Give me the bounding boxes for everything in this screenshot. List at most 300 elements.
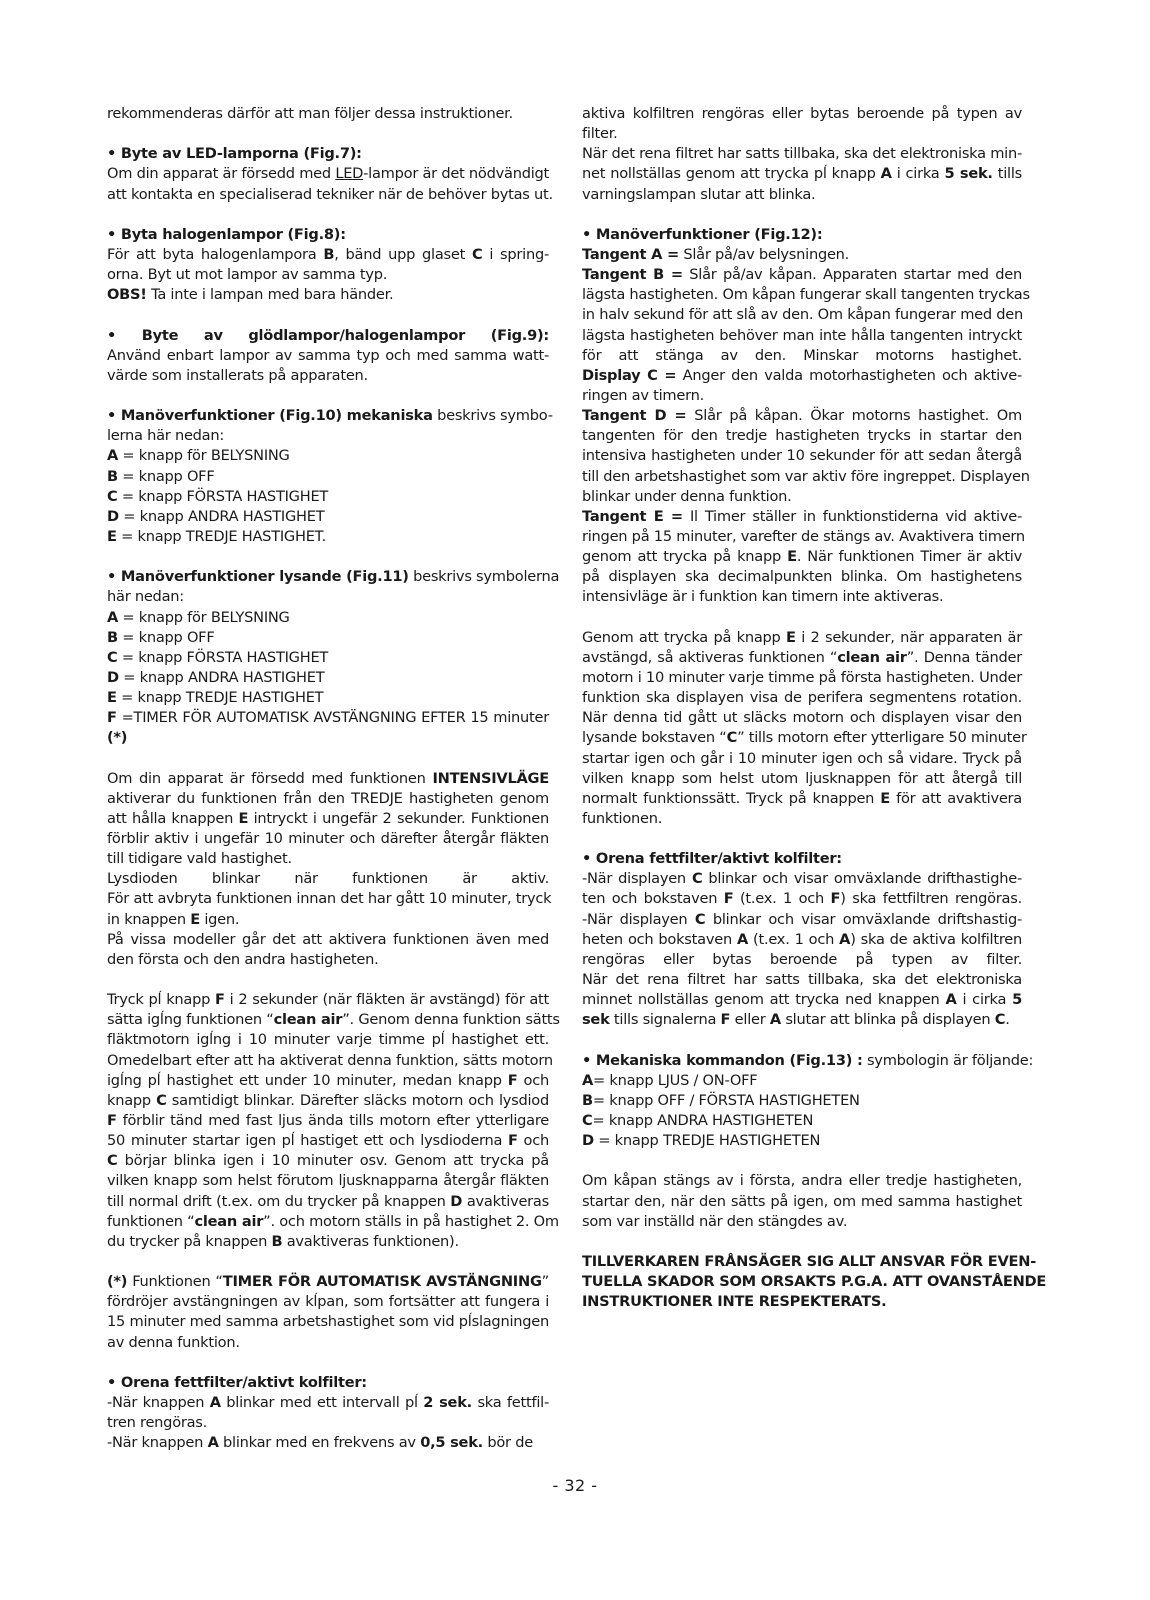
text-run: tren rengöras. [107,1414,208,1432]
bold-text: 5 [1012,991,1022,1009]
bold-text: E [107,527,117,545]
bold-text: A [769,1011,781,1029]
text-run: beskrivs symbo- [432,407,553,425]
paragraph-gap [107,205,549,225]
text-run: =TIMER FÖR AUTOMATISK AVSTÄNGNING EFTER 15 minuter [116,709,549,727]
text-run: 15 minuter med samma arbetshastighet som vid pĺslagningen [107,1313,549,1331]
bold-text: F [720,1011,731,1029]
text-line [107,1232,549,1252]
text-run: funktionen. [582,809,663,827]
text-line [582,809,1022,829]
bold-text: • Orena fettfilter/aktivt kolfilter: [582,850,842,868]
text-run: lysande bokstaven “ [582,729,727,747]
text-line [582,1010,1022,1030]
bold-text: clean air [837,648,907,666]
text-run: = knapp för BELYSNING [118,447,290,465]
text-run: minnet nollställas genom att trycka ned knappen [582,991,946,1009]
text-line [582,487,1022,507]
text-run: -När displayen [582,870,692,888]
text-line [582,749,1022,769]
text-line [107,366,549,386]
text-run: För att byta halogenlampora [107,245,324,263]
bold-text: F [830,890,841,908]
text-line [582,950,1022,970]
text-run: Om din apparat är försedd med [107,165,336,183]
text-run: ringen på 15 minuter, varefter de stängs av. Avaktivera timern [582,527,1025,545]
text-run: Anger den valda motorhastigheten och aktive- [676,366,1023,384]
text-run: rengöras eller bytas beroende på typen av filter. [582,950,1022,968]
text-line [107,1333,549,1353]
text-line [107,265,549,285]
text-run: till tidigare vald hastighet. [107,850,292,868]
text-line [107,728,549,748]
text-line [582,1171,1022,1191]
text-run: som var inställd när den stängdes av. [582,1212,848,1230]
text-line [582,1111,1022,1131]
text-run: = knapp OFF / FÖRSTA HASTIGHETEN [592,1091,860,1109]
text-run: eller [730,1011,770,1029]
text-line [107,467,549,487]
text-run: och [517,1132,550,1150]
bold-text: (*) [107,729,128,747]
text-line [582,426,1022,446]
bold-text: C [471,245,483,263]
bold-text: B [271,1232,283,1250]
text-line [582,728,1027,748]
text-run: = knapp LJUS / ON-OFF [593,1071,758,1089]
text-run: = knapp ANDRA HASTIGHET [118,668,325,686]
text-run: Om kåpan stängs av i första, andra eller tredje hastigheten, [582,1172,1022,1190]
text-line [582,225,1022,245]
text-line [107,648,549,668]
text-line [107,487,549,507]
paragraph-gap [107,1252,549,1272]
text-run: = knapp TREDJE HASTIGHET [116,689,324,707]
bold-text: A [209,1394,221,1411]
text-run: intensiva hastigheten under 10 sekunder för att sedan återgå [582,447,1022,465]
text-line [582,1051,1034,1071]
text-line [582,467,1030,487]
text-line [582,1272,1047,1292]
bold-text: E [190,910,200,928]
bold-text: • Byte av LED-lamporna (Fig.7): [107,145,362,163]
text-run: förblir aktiv i ungefär 10 minuter och därefter återgår fläkten [107,830,549,848]
text-run: igen. [199,910,240,928]
text-run: för att avaktivera [890,789,1022,807]
text-run: att kontakta en specialiserad tekniker när de behöver bytas ut. [107,185,553,203]
text-line [582,285,1030,305]
text-line [107,406,553,426]
text-line [107,930,549,950]
text-run: blinkar med ett intervall pĺ [220,1394,424,1411]
bold-text: E [786,628,796,646]
text-run: på displayen ska decimalpunkten blinka. Om hastighetens [582,568,1022,586]
text-run: blinkar och visar omväxlande driftshastig- [705,910,1022,928]
text-run: ska fettfil- [471,1394,549,1411]
text-line [582,930,1022,950]
text-line [582,124,1022,144]
text-run: i spring- [482,245,549,263]
paragraph-gap [107,124,549,144]
text-run: vilken knapp som helst utom ljusknappen för att återgå till [582,769,1022,787]
text-run: tills signalerna [609,1011,721,1029]
paragraph-gap [582,608,1022,628]
bold-text: A [736,930,749,948]
bold-text: D [582,1132,594,1150]
bold-text: F [107,709,117,727]
text-run: Slår på/av belysningen. [678,245,850,263]
text-line [107,1192,549,1212]
text-line [582,386,1022,406]
text-run: tills [992,165,1022,183]
text-line [107,1272,549,1292]
bold-text: C [582,1112,593,1130]
text-run: Funktionen “ [127,1273,223,1291]
text-line [582,265,1022,285]
paragraph-gap [107,386,549,406]
text-run: sätta igĺng funktionen “ [107,1011,274,1029]
text-run: LED [335,165,364,183]
text-line [107,1312,549,1332]
text-line [107,164,549,184]
text-run: . När funktionen Timer är aktiv [796,548,1022,566]
text-run: av denna funktion. [107,1333,240,1351]
text-line [582,406,1022,426]
bold-text: E [107,689,117,707]
text-line [107,910,549,930]
text-line [582,164,1022,184]
text-run: ”. och motorn ställs in på hastighet 2. Om [263,1212,559,1230]
text-run: i 2 sekunder, när apparaten är [795,628,1022,646]
text-line [107,527,549,547]
text-line [107,1171,549,1191]
bold-text: A [107,608,119,626]
bold-text: B [582,1091,593,1109]
text-run: = knapp TREDJE HASTIGHET. [116,527,326,545]
text-line [582,366,1022,386]
text-run: heten och bokstaven [582,930,737,948]
bold-text: • Manöverfunktioner (Fig.10) mekaniska [107,407,433,425]
text-run: . [1005,1011,1010,1029]
text-run: Il Timer ställer in funktionstiderna vid aktive- [682,507,1022,525]
text-run: blinkar under denna funktion. [582,487,792,505]
bold-text: A [880,165,892,183]
bold-text: • Manöverfunktioner (Fig.12): [582,225,823,243]
text-run: fläktmotorn igĺng i 10 minuter varje timme pĺ hastighet ett. [107,1031,549,1049]
bold-text: C [156,1091,167,1109]
text-run: du trycker på knappen [107,1232,272,1250]
paragraph-gap [582,829,1022,849]
text-line [107,950,549,970]
text-line [582,910,1022,930]
text-line [107,144,549,164]
text-line [582,507,1022,527]
text-line [107,1131,549,1151]
text-line [582,1091,1022,1111]
bold-text: A [207,1434,219,1452]
text-line [582,587,1022,607]
text-line [107,789,549,809]
bold-text: Tangent B = [582,266,683,284]
text-run: ” [541,1273,549,1291]
text-run: för att stänga av den. Minskar motorns hastighet. [582,346,1022,364]
text-run: börjar blinka igen i 10 minuter osv. Genom att trycka på [117,1152,549,1170]
text-line [582,567,1022,587]
text-run: Omedelbart efter att ha aktiverat denna funktion, sätts motorn [107,1051,553,1069]
text-line [582,245,1022,265]
text-line [107,1292,549,1312]
text-line [107,769,549,789]
text-run: Ta inte i lampan med bara händer. [146,286,394,304]
bold-text: C [726,729,738,747]
text-line [107,688,549,708]
text-run: avaktiveras [462,1192,549,1210]
bold-text: C [107,1152,118,1170]
text-line [107,225,549,245]
text-run: här nedan: [107,588,184,606]
bold-text: • Orena fettfilter/aktivt kolfilter: [107,1373,367,1391]
text-line [582,1071,1022,1091]
bold-text: E [880,789,890,807]
bold-text: TIMER FÖR AUTOMATISK AVSTÄNGNING [222,1273,542,1291]
text-run: = knapp FÖRSTA HASTIGHET [117,648,329,666]
text-run: = knapp ANDRA HASTIGHET [118,507,325,525]
text-run: funktion ska displayen visa de perifera segmentens rotation. [582,689,1022,707]
text-run: ”. Genom denna funktion sätts [342,1011,560,1029]
text-line [107,185,553,205]
text-line [582,185,1022,205]
text-run: igĺng pĺ hastighet ett under 10 minuter, medan knapp [107,1071,508,1089]
bold-text: D [107,507,119,525]
text-run: När denna tid gått ut släcks motorn och displayen visar den [582,709,1022,727]
text-line [582,1292,1022,1312]
bold-text: (*) [107,1273,128,1291]
bold-text: sek [582,1011,610,1029]
text-run: (t.ex. 1 och [748,930,840,948]
text-line [107,1212,559,1232]
text-run: = knapp för BELYSNING [118,608,290,626]
text-run: = knapp OFF [117,628,215,646]
bold-text: B [107,467,118,485]
bold-text: Tangent D = [582,407,687,425]
text-line [107,587,549,607]
text-line [582,1212,1022,1232]
bold-text: Display C = [582,366,677,384]
text-line [107,829,549,849]
text-run: Slår på/av kåpan. Apparaten startar med den [682,266,1022,284]
text-run: lerna här nedan: [107,427,225,445]
text-line [582,446,1022,466]
paragraph-gap [582,1232,1022,1252]
text-run: blinkar med en frekvens av [218,1434,421,1452]
text-line [107,346,549,366]
text-line [582,688,1022,708]
bold-text: C [694,910,706,928]
text-run: ”. Denna tänder [906,648,1023,666]
text-run: i cirka [891,165,945,183]
bold-text: 0,5 sek. [420,1434,483,1452]
text-run: För att avbryta funktionen innan det har gått 10 minuter, tryck [107,890,552,908]
paragraph-gap [107,547,549,567]
text-line [107,628,549,648]
bold-text: A [107,447,119,465]
text-run: = knapp FÖRSTA HASTIGHET [117,487,329,505]
text-run: avaktiveras funktionen). [282,1232,459,1250]
text-run: rekommenderas därför att man följer dessa instruktioner. [107,105,513,122]
text-run: orna. Byt ut mot lampor av samma typ. [107,266,388,284]
text-line [107,990,549,1010]
text-line [582,547,1022,567]
text-line [107,446,549,466]
text-line [582,1252,1037,1272]
text-run: Tryck pĺ knapp [107,991,216,1009]
text-run: ten och bokstaven [582,890,724,908]
text-run: motorn i 10 minuter varje timme på första hastigheten. Under [582,668,1022,686]
bold-text: B [107,628,118,646]
text-run: fördröjer avstängningen av kĺpan, som fortsätter att fungera i [107,1293,549,1311]
bold-text: D [107,668,119,686]
text-run: genom att trycka på knapp [582,548,788,566]
text-line [582,326,1022,346]
text-run: i 2 sekunder (när fläkten är avstängd) för att [224,991,549,1009]
page-number: - 32 - [552,1476,598,1495]
text-line [107,1413,549,1433]
text-run: förblir tänd med fast ljus ända tills motorn efter ytterligare [116,1112,549,1130]
text-line [107,426,549,446]
text-line [582,144,1022,164]
text-run: = knapp ANDRA HASTIGHETEN [592,1112,814,1130]
text-run: Om din apparat är försedd med funktionen [107,769,433,787]
bold-text: C [107,648,118,666]
text-run: , bänd upp glaset [334,245,472,263]
text-line [582,789,1022,809]
text-line [582,849,1022,869]
text-run: blinkar och visar omväxlande drifthastighe- [702,870,1022,888]
bold-text: C [994,1011,1006,1029]
text-run: i cirka [956,991,1013,1009]
text-run: net nollställas genom att trycka pĺ knapp [582,165,881,183]
text-run: varningslampan slutar att blinka. [582,185,816,203]
text-run: lägsta hastigheten behöver man inte hålla tangenten intryckt [582,326,1022,344]
text-run: in knappen [107,910,191,928]
text-run: in halv sekund för att slå av den. Om kåpan fungerar med den [582,306,1024,324]
text-line [582,889,1022,909]
text-line [582,1192,1022,1212]
bold-text: C [107,487,118,505]
text-line [582,648,1022,668]
bold-text: F [723,890,734,908]
text-run: = knapp TREDJE HASTIGHETEN [593,1132,821,1150]
text-run: intryckt i ungefär 2 sekunder. Funktionen [248,809,549,827]
text-run: intensivläge är i funktion kan timern inte aktiveras. [582,588,944,606]
text-line [107,285,549,305]
text-line [582,869,1022,889]
text-run: normalt funktionssätt. Tryck på knappen [582,789,881,807]
text-run: vilken knapp som helst förutom ljusknapparna återgår fläkten [107,1172,549,1190]
text-run: Lysdioden blinkar när funktionen är aktiv. [107,870,549,888]
text-run: När det rena filtret har satts tillbaka, ska det elektroniska [582,971,1022,989]
text-line [107,326,549,346]
text-line [582,769,1022,789]
text-line [107,869,549,889]
bold-text: TUELLA SKADOR SOM ORSAKTS P.G.A. ATT OVANSTÅENDE [582,1273,1047,1291]
text-run: beskrivs symbolerna [408,568,560,586]
bold-text: Tangent A = [582,245,679,263]
bold-text: C [691,870,703,888]
text-line [582,305,1022,325]
text-run: (t.ex. 1 och [733,890,831,908]
text-line [107,1433,549,1453]
text-line [107,708,549,728]
text-run: ringen av timern. [582,386,705,404]
text-run: till normal drift (t.ex. om du trycker på knappen [107,1192,451,1210]
text-line [107,889,552,909]
bold-text: 2 sek. [423,1394,472,1411]
text-run: -När displayen [582,910,695,928]
text-line [107,1030,549,1050]
text-run: Slår på kåpan. Ökar motorns hastighet. Om [686,407,1022,425]
text-run: ” tills motorn efter ytterligare 50 minuter [737,729,1027,747]
paragraph-gap [582,205,1022,225]
bold-text: Tangent E = [582,507,683,525]
text-line [582,527,1025,547]
bold-text: clean air [273,1011,343,1029]
bold-text: D [450,1192,463,1210]
text-run: startar den, när den sätts på igen, om med samma hastighet [582,1192,1022,1210]
text-line [582,1131,1022,1151]
paragraph-gap [107,305,549,325]
text-line [107,1010,560,1030]
text-line [107,567,560,587]
paragraph-gap [582,1151,1022,1171]
bold-text: INTENSIVLÄGE [432,769,549,787]
text-run: aktiverar du funktionen från den TREDJE hastigheten genom [107,789,549,807]
text-line [107,1111,549,1131]
text-line [582,970,1022,990]
text-run: Använd enbart lampor av samma typ och med samma watt- [107,346,549,364]
text-line [107,1071,549,1091]
bold-text: • Byta halogenlampor (Fig.8): [107,225,346,243]
text-line [107,1373,549,1393]
text-line [107,1051,553,1071]
text-run: När det rena filtret har satts tillbaka, ska det elektroniska min- [582,145,1022,163]
text-run: avstängd, så aktiveras funktionen “ [582,648,838,666]
text-run: = knapp OFF [117,467,215,485]
text-line [582,990,1022,1010]
text-run: slutar att blinka på displayen [780,1011,995,1029]
bold-text: • Mekaniska kommandon (Fig.13) : [582,1051,863,1069]
text-line [107,507,549,527]
bold-text: TILLVERKAREN FRÅNSÄGER SIG ALLT ANSVAR FÖR EVEN- [582,1253,1037,1271]
text-run: funktionen “ [107,1212,195,1230]
paragraph-gap [107,749,549,769]
bold-text: 5 sek. [944,165,993,183]
text-line [107,1393,549,1413]
text-line [107,1151,549,1171]
bold-text: F [508,1132,518,1150]
text-line [582,104,1022,124]
text-run: -När knappen [107,1434,208,1452]
bold-text: • Byte av glödlampor/halogenlampor (Fig.9): [107,326,549,344]
text-line [107,608,549,628]
text-line [107,104,549,124]
text-line [107,849,549,869]
text-run: -När knappen [107,1394,210,1411]
bold-text: • Manöverfunktioner lysande (Fig.11) [107,568,409,586]
bold-text: B [323,245,335,263]
paragraph-gap [582,1030,1022,1050]
bold-text: E [238,809,249,827]
